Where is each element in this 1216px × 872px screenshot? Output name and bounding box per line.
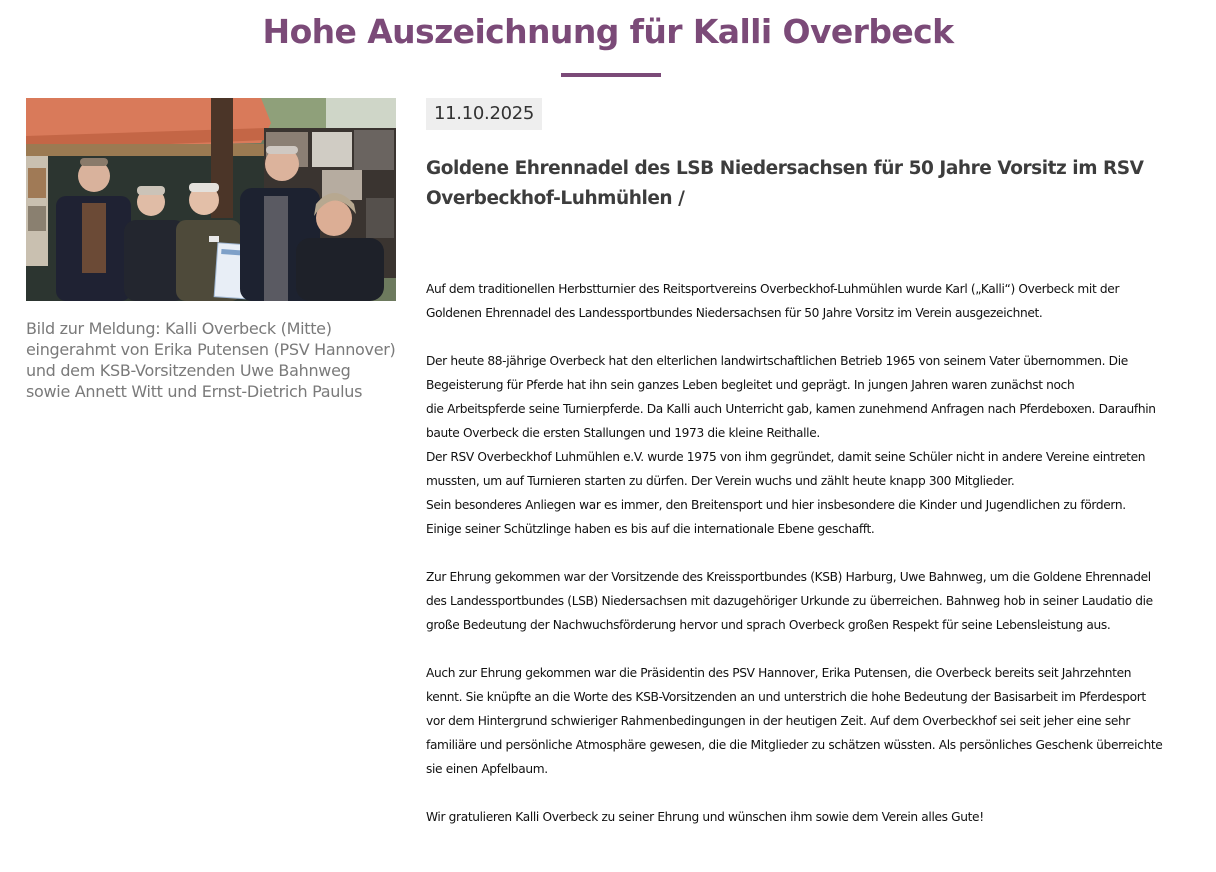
text-line: mussten, um auf Turnieren starten zu dürfen. Der Verein wuchs und zählt heute knapp 300 Mitglieder. bbox=[426, 474, 1015, 488]
text-line: Auch zur Ehrung gekommen war die Präsidentin des PSV Hannover, Erika Putensen, die Overbeck bereits seit Jahrzehnten bbox=[426, 666, 1132, 680]
paragraph-history bbox=[426, 349, 1201, 541]
article-subtitle: Goldene Ehrennadel des LSB Niedersachsen für 50 Jahre Vorsitz im RSV Overbeckhof-Luhmühlen / bbox=[426, 158, 1144, 209]
text-line: die Arbeitspferde seine Turnierpferde. Da Kalli auch Unterricht gab, kamen zunehmend Anfragen nach Pferdeboxen. Daraufhin bbox=[426, 402, 1156, 416]
page-title: Hohe Auszeichnung für Kalli Overbeck bbox=[262, 12, 954, 51]
text-line: vor dem Hintergrund schwieriger Rahmenbedingungen in der heutigen Zeit. Auf dem Overbeckhof sei seit jeher eine sehr bbox=[426, 714, 1131, 728]
photo-illustration bbox=[26, 98, 396, 301]
text-line: Der heute 88-jährige Overbeck hat den elterlichen landwirtschaftlichen Betrieb 1965 von seinem Vater übernommen. Die bbox=[426, 354, 1128, 368]
text-line: des Landessportbundes (LSB) Niedersachsen mit dazugehöriger Urkunde zu überreichen. Bahnweg hob in seiner Laudatio die bbox=[426, 594, 1153, 608]
text-line: Begeisterung für Pferde hat ihn sein ganzes Leben begleitet und geprägt. In jungen Jahren waren zunächst noch bbox=[426, 378, 1075, 392]
text-line: baute Overbeck die ersten Stallungen und 1973 die kleine Reithalle. bbox=[426, 426, 820, 440]
text-line: Sein besonderes Anliegen war es immer, den Breitensport und hier insbesondere die Kinder und Jugendlichen zu fördern. bbox=[426, 498, 1126, 512]
paragraph-intro bbox=[426, 277, 1201, 325]
text-line: kennt. Sie knüpfte an die Worte des KSB-Vorsitzenden an und unterstrich die hohe Bedeutung der Basisarbeit im Pferdesport bbox=[426, 690, 1146, 704]
publish-date: 11.10.2025 bbox=[426, 98, 542, 130]
text-line: sie einen Apfelbaum. bbox=[426, 762, 548, 776]
text-line: Wir gratulieren Kalli Overbeck zu seiner Ehrung und wünschen ihm sowie dem Verein alles Gute! bbox=[426, 810, 984, 824]
text-line: familiäre und persönliche Atmosphäre gewesen, die die Mitglieder zu schätzen wüssten. Als persönliches Geschenk überreichte bbox=[426, 738, 1163, 752]
paragraph-ksb bbox=[426, 565, 1201, 637]
text-line: Der RSV Overbeckhof Luhmühlen e.V. wurde 1975 von ihm gegründet, damit seine Schüler nicht in andere Vereine eintreten bbox=[426, 450, 1146, 464]
text-line: große Bedeutung der Nachwuchsförderung hervor und sprach Overbeck großen Respekt für seine Lebensleistung aus. bbox=[426, 618, 1111, 632]
title-divider bbox=[561, 73, 661, 77]
article-photo[interactable] bbox=[26, 98, 396, 301]
paragraph-closing bbox=[426, 805, 1201, 829]
text-line: Zur Ehrung gekommen war der Vorsitzende des Kreissportbundes (KSB) Harburg, Uwe Bahnweg, um die Goldene Ehrennadel bbox=[426, 570, 1151, 584]
text-line: Auf dem traditionellen Herbstturnier des Reitsportvereins Overbeckhof-Luhmühlen wurde Karl („Kalli“) Overbeck mit der bbox=[426, 282, 1120, 296]
photo-caption: Bild zur Meldung: Kalli Overbeck (Mitte) eingerahmt von Erika Putensen (PSV Hannover) und dem KSB-Vorsitzenden Uwe Bahnweg sowie Annett Witt und Ernst-Dietrich Paulus bbox=[26, 319, 396, 401]
text-line: Einige seiner Schützlinge haben es bis auf die internationale Ebene geschafft. bbox=[426, 522, 875, 536]
text-line: Goldenen Ehrennadel des Landessportbundes Niedersachsen für 50 Jahre Vorsitz im Verein ausgezeichnet. bbox=[426, 306, 1043, 320]
article-body bbox=[426, 277, 1201, 853]
paragraph-psv bbox=[426, 661, 1201, 781]
